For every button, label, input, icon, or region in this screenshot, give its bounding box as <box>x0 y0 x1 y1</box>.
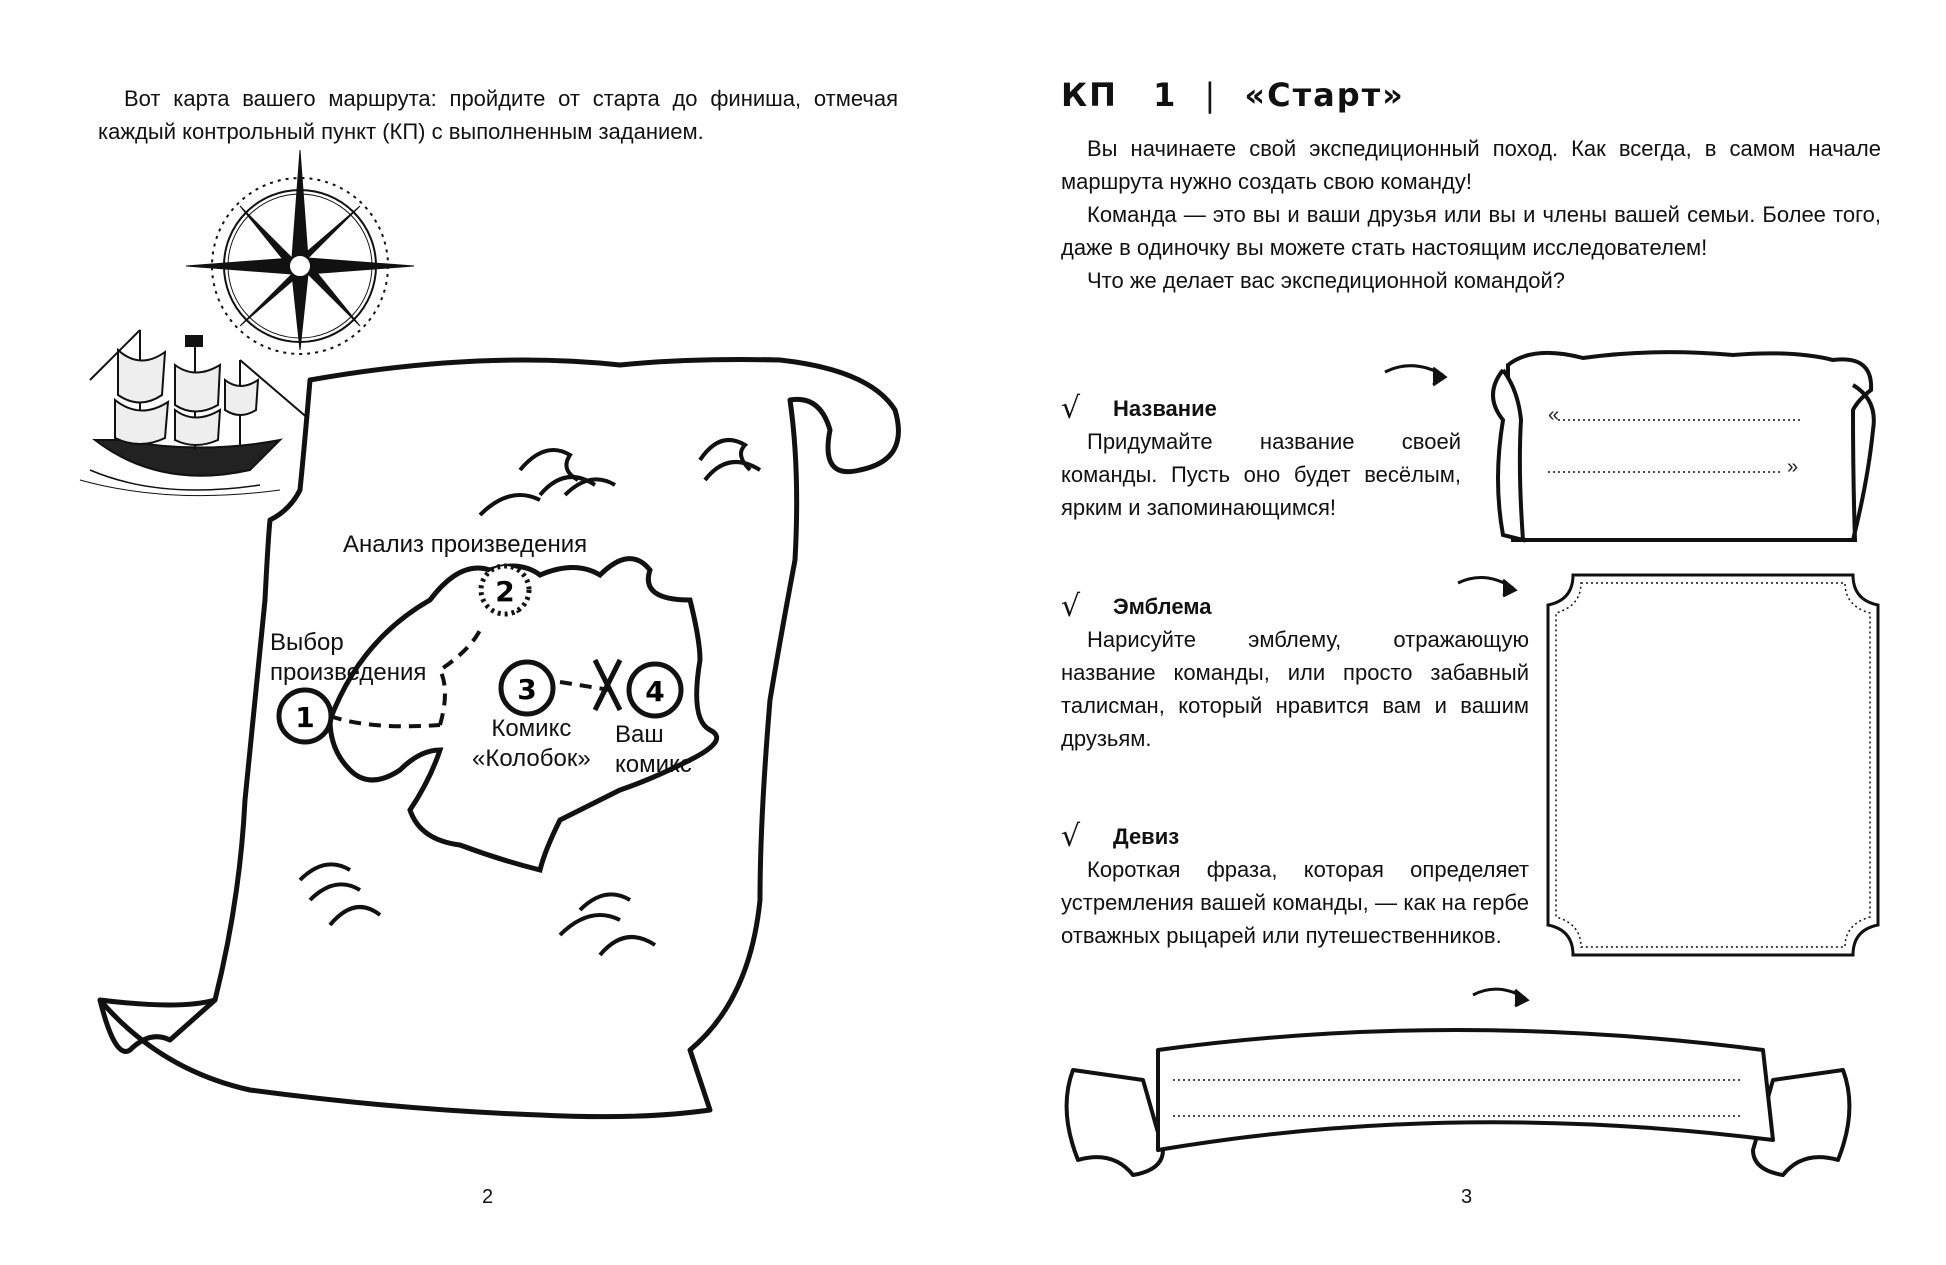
checkpoint-3 <box>501 662 553 714</box>
svg-text:4: 4 <box>645 675 665 708</box>
sailing-ship-icon <box>80 330 310 496</box>
checkpoint-heading: КП 1 | «Старт» <box>1061 76 1405 114</box>
label-analysis: Анализ произведения <box>343 531 588 558</box>
svg-text:2: 2 <box>495 575 515 608</box>
svg-text:3: 3 <box>517 673 537 706</box>
motto-banner[interactable] <box>1067 1030 1850 1175</box>
check-icon: √ <box>1061 391 1081 426</box>
name-scroll-frame[interactable] <box>1493 352 1874 540</box>
label-your-comic: Ваш комикс <box>615 721 692 778</box>
check-icon: √ <box>1061 589 1081 624</box>
label-comic: Комикс «Колобок» <box>472 715 591 772</box>
checkpoint-2 <box>481 566 529 614</box>
checkpoint-1 <box>279 690 331 742</box>
right-page <box>973 0 1946 1265</box>
section-name: √ Название Придумайте название своей команды. Пусть оно будет весёлым, ярким и запоминающимся! <box>1061 391 1461 520</box>
arrow-icon <box>1473 989 1527 1006</box>
page-number: 3 <box>1461 1186 1473 1208</box>
close-quote: » <box>1787 456 1799 478</box>
label-choice: Выбор произведения <box>270 629 427 686</box>
arrow-icon <box>1458 578 1515 596</box>
start-intro-text: Вы начинаете свой экспедиционный поход. Как всегда, в самом начале маршрута нужно создать свою команду! Команда — это вы и ваши друзья или вы и члены вашей семьи. Более того, даже в одиночку вы можете стать настоящим исследователем! Что же делает вас экспедиционной командой? <box>1061 136 1881 293</box>
right-page-illustrations <box>973 0 1946 1265</box>
page-number: 2 <box>482 1186 494 1208</box>
compass-rose-icon <box>186 150 414 354</box>
section-motto: √ Девиз Короткая фраза, которая определяет устремления вашей команды, — как на гербе отважных рыцарей или путешественников. <box>1061 819 1529 948</box>
map-intro-text: Вот карта вашего маршрута: пройдите от старта до финиша, отмечая каждый контрольный пункт (КП) с выполненным заданием. <box>98 86 898 144</box>
emblem-frame[interactable] <box>1548 575 1878 955</box>
check-icon: √ <box>1061 819 1081 854</box>
arrow-icon <box>1385 366 1445 385</box>
svg-text:1: 1 <box>295 701 315 734</box>
checkpoint-4 <box>629 664 681 716</box>
section-emblem: √ Эмблема Нарисуйте эмблему, отражающую название команды, или просто забавный талисман, который нравится вам и вашим друзьям. <box>1061 589 1529 751</box>
open-quote: « <box>1548 404 1560 426</box>
